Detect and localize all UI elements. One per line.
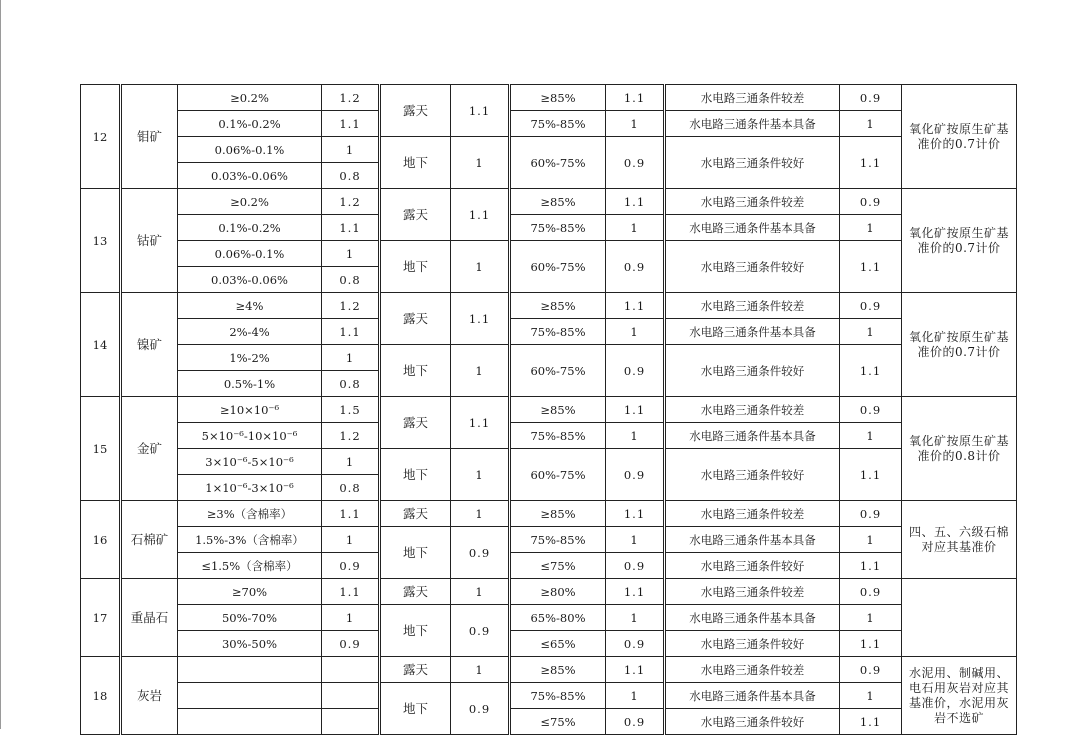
table-row [81, 709, 1017, 735]
mining-coefficient: 0.9 [451, 527, 510, 579]
infrastructure-coefficient: 1 [840, 215, 902, 241]
row-number: 12 [81, 85, 121, 189]
remark-note: 水泥用、制碱用、电石用灰岩对应其基准价，水泥用灰岩不选矿 [902, 657, 1017, 735]
infrastructure-coefficient: 1.1 [840, 241, 902, 293]
grade-coefficient: 1.2 [322, 293, 380, 319]
infrastructure-condition: 水电路三通条件基本具备 [665, 319, 840, 345]
recovery-coefficient: 1 [606, 527, 665, 553]
table-row [81, 215, 1017, 241]
mining-coefficient: 1 [451, 137, 510, 189]
recovery-range: 60%-75% [510, 345, 606, 397]
mineral-name: 钴矿 [121, 189, 178, 293]
recovery-coefficient: 1 [606, 423, 665, 449]
recovery-range: 75%-85% [510, 527, 606, 553]
recovery-coefficient: 0.9 [606, 631, 665, 657]
grade-range: ≤1.5%（含棉率） [178, 553, 322, 579]
mining-method: 露天 [380, 85, 451, 137]
grade-coefficient: 1.1 [322, 579, 380, 605]
grade-coefficient: 0.8 [322, 163, 380, 189]
mining-method: 露天 [380, 579, 451, 605]
recovery-range: 60%-75% [510, 241, 606, 293]
table-row [81, 631, 1017, 657]
table-row [81, 579, 1017, 605]
grade-coefficient: 1.1 [322, 501, 380, 527]
row-number: 14 [81, 293, 121, 397]
grade-coefficient: 1 [322, 241, 380, 267]
table-row [81, 501, 1017, 527]
mining-method: 露天 [380, 293, 451, 345]
recovery-range: 60%-75% [510, 449, 606, 501]
grade-range: ≥10×10⁻⁶ [178, 397, 322, 423]
mining-method: 地下 [380, 527, 451, 579]
grade-range: 0.1%-0.2% [178, 215, 322, 241]
grade-coefficient: 1 [322, 449, 380, 475]
grade-coefficient: 1.1 [322, 215, 380, 241]
grade-coefficient [322, 709, 380, 735]
mineral-name: 灰岩 [121, 657, 178, 735]
recovery-range: 75%-85% [510, 683, 606, 709]
grade-coefficient: 1 [322, 527, 380, 553]
grade-range: 0.06%-0.1% [178, 137, 322, 163]
mining-coefficient: 1.1 [451, 397, 510, 449]
table-row [81, 397, 1017, 423]
mining-method: 露天 [380, 657, 451, 683]
infrastructure-coefficient: 0.9 [840, 657, 902, 683]
recovery-coefficient: 1.1 [606, 85, 665, 111]
grade-range: ≥0.2% [178, 85, 322, 111]
recovery-range: ≥85% [510, 501, 606, 527]
infrastructure-coefficient: 0.9 [840, 189, 902, 215]
table-row [81, 449, 1017, 475]
mineral-coefficient-table [80, 84, 1017, 735]
grade-range: 0.03%-0.06% [178, 163, 322, 189]
recovery-range: ≥80% [510, 579, 606, 605]
mining-coefficient: 1 [451, 579, 510, 605]
mining-coefficient: 1 [451, 501, 510, 527]
row-number: 18 [81, 657, 121, 735]
grade-coefficient: 1 [322, 345, 380, 371]
recovery-coefficient: 1.1 [606, 397, 665, 423]
grade-coefficient [322, 657, 380, 683]
recovery-coefficient: 1 [606, 319, 665, 345]
mining-coefficient: 1 [451, 449, 510, 501]
recovery-range: ≤75% [510, 553, 606, 579]
recovery-range: ≥85% [510, 85, 606, 111]
mining-coefficient: 1.1 [451, 85, 510, 137]
remark-note: 四、五、六级石棉对应其基准价 [902, 501, 1017, 579]
row-number: 13 [81, 189, 121, 293]
infrastructure-condition: 水电路三通条件基本具备 [665, 527, 840, 553]
recovery-coefficient: 1.1 [606, 579, 665, 605]
grade-range: ≥0.2% [178, 189, 322, 215]
infrastructure-condition: 水电路三通条件基本具备 [665, 111, 840, 137]
grade-range: ≥70% [178, 579, 322, 605]
grade-coefficient: 1.1 [322, 111, 380, 137]
infrastructure-coefficient: 1 [840, 319, 902, 345]
mining-method: 露天 [380, 397, 451, 449]
mining-coefficient: 0.9 [451, 605, 510, 657]
grade-range: 1%-2% [178, 345, 322, 371]
remark-note: 氧化矿按原生矿基准价的0.8计价 [902, 397, 1017, 501]
mineral-name: 重晶石 [121, 579, 178, 657]
grade-coefficient: 1.1 [322, 319, 380, 345]
recovery-coefficient: 0.9 [606, 241, 665, 293]
infrastructure-condition: 水电路三通条件较差 [665, 579, 840, 605]
mining-method: 地下 [380, 605, 451, 657]
infrastructure-coefficient: 1.1 [840, 553, 902, 579]
infrastructure-coefficient: 1.1 [840, 345, 902, 397]
recovery-range: ≤75% [510, 709, 606, 735]
recovery-coefficient: 1 [606, 605, 665, 631]
infrastructure-coefficient: 1 [840, 111, 902, 137]
remark-note: 氧化矿按原生矿基准价的0.7计价 [902, 189, 1017, 293]
mining-method: 地下 [380, 137, 451, 189]
grade-coefficient: 1.2 [322, 423, 380, 449]
table-row [81, 189, 1017, 215]
grade-range: 0.5%-1% [178, 371, 322, 397]
infrastructure-coefficient: 0.9 [840, 397, 902, 423]
recovery-coefficient: 1 [606, 215, 665, 241]
infrastructure-coefficient: 1 [840, 605, 902, 631]
mining-method: 露天 [380, 501, 451, 527]
grade-coefficient: 0.8 [322, 475, 380, 501]
grade-range: 0.06%-0.1% [178, 241, 322, 267]
page-edge-line [0, 0, 1, 729]
recovery-coefficient: 1.1 [606, 293, 665, 319]
infrastructure-condition: 水电路三通条件基本具备 [665, 683, 840, 709]
recovery-range: 75%-85% [510, 423, 606, 449]
recovery-range: ≥85% [510, 189, 606, 215]
table-row [81, 241, 1017, 267]
infrastructure-condition: 水电路三通条件较差 [665, 293, 840, 319]
infrastructure-condition: 水电路三通条件基本具备 [665, 215, 840, 241]
grade-coefficient: 1 [322, 605, 380, 631]
mining-method: 露天 [380, 189, 451, 241]
remark-note: 氧化矿按原生矿基准价的0.7计价 [902, 85, 1017, 189]
recovery-range: ≥85% [510, 293, 606, 319]
infrastructure-condition: 水电路三通条件较差 [665, 657, 840, 683]
remark-note [902, 579, 1017, 657]
grade-coefficient: 0.8 [322, 371, 380, 397]
recovery-coefficient: 0.9 [606, 137, 665, 189]
mining-coefficient: 1 [451, 657, 510, 683]
table-row [81, 683, 1017, 709]
grade-range: ≥4% [178, 293, 322, 319]
grade-coefficient: 1 [322, 137, 380, 163]
table-body [81, 85, 1017, 735]
table-row [81, 527, 1017, 553]
grade-range [178, 683, 322, 709]
mineral-name: 镍矿 [121, 293, 178, 397]
mining-coefficient: 0.9 [451, 683, 510, 735]
table-row [81, 111, 1017, 137]
recovery-coefficient: 1 [606, 111, 665, 137]
infrastructure-coefficient: 0.9 [840, 85, 902, 111]
grade-range: 30%-50% [178, 631, 322, 657]
mineral-name: 石棉矿 [121, 501, 178, 579]
grade-coefficient: 0.8 [322, 267, 380, 293]
grade-coefficient: 1.5 [322, 397, 380, 423]
remark-note: 氧化矿按原生矿基准价的0.7计价 [902, 293, 1017, 397]
recovery-range: 75%-85% [510, 215, 606, 241]
mining-coefficient: 1.1 [451, 189, 510, 241]
infrastructure-coefficient: 0.9 [840, 501, 902, 527]
table-row [81, 345, 1017, 371]
recovery-coefficient: 0.9 [606, 449, 665, 501]
grade-coefficient: 1.2 [322, 85, 380, 111]
infrastructure-condition: 水电路三通条件较差 [665, 189, 840, 215]
infrastructure-condition: 水电路三通条件较差 [665, 397, 840, 423]
mining-coefficient: 1.1 [451, 293, 510, 345]
infrastructure-condition: 水电路三通条件较差 [665, 85, 840, 111]
table-row [81, 553, 1017, 579]
infrastructure-condition: 水电路三通条件较好 [665, 241, 840, 293]
grade-coefficient: 0.9 [322, 631, 380, 657]
infrastructure-coefficient: 1.1 [840, 449, 902, 501]
recovery-coefficient: 1 [606, 683, 665, 709]
grade-coefficient [322, 683, 380, 709]
mineral-name: 金矿 [121, 397, 178, 501]
grade-range: 0.1%-0.2% [178, 111, 322, 137]
table-row [81, 605, 1017, 631]
grade-range [178, 709, 322, 735]
mining-method: 地下 [380, 449, 451, 501]
infrastructure-condition: 水电路三通条件较好 [665, 449, 840, 501]
recovery-range: 75%-85% [510, 111, 606, 137]
infrastructure-condition: 水电路三通条件较好 [665, 631, 840, 657]
recovery-coefficient: 1.1 [606, 189, 665, 215]
infrastructure-coefficient: 0.9 [840, 293, 902, 319]
infrastructure-coefficient: 0.9 [840, 579, 902, 605]
infrastructure-condition: 水电路三通条件较好 [665, 345, 840, 397]
recovery-coefficient: 0.9 [606, 709, 665, 735]
recovery-coefficient: 0.9 [606, 553, 665, 579]
infrastructure-condition: 水电路三通条件较好 [665, 553, 840, 579]
grade-coefficient: 0.9 [322, 553, 380, 579]
grade-coefficient: 1.2 [322, 189, 380, 215]
infrastructure-coefficient: 1 [840, 683, 902, 709]
mineral-name: 钼矿 [121, 85, 178, 189]
recovery-range: 75%-85% [510, 319, 606, 345]
recovery-range: ≥85% [510, 397, 606, 423]
infrastructure-coefficient: 1.1 [840, 631, 902, 657]
mining-method: 地下 [380, 683, 451, 735]
table-row [81, 657, 1017, 683]
grade-range: ≥3%（含棉率） [178, 501, 322, 527]
grade-range: 1×10⁻⁶-3×10⁻⁶ [178, 475, 322, 501]
infrastructure-coefficient: 1 [840, 527, 902, 553]
recovery-range: ≥85% [510, 657, 606, 683]
table-row [81, 423, 1017, 449]
infrastructure-condition: 水电路三通条件基本具备 [665, 423, 840, 449]
table-row [81, 319, 1017, 345]
infrastructure-condition: 水电路三通条件较好 [665, 137, 840, 189]
grade-range: 1.5%-3%（含棉率） [178, 527, 322, 553]
grade-range [178, 657, 322, 683]
mining-coefficient: 1 [451, 345, 510, 397]
mining-method: 地下 [380, 241, 451, 293]
infrastructure-coefficient: 1 [840, 423, 902, 449]
infrastructure-condition: 水电路三通条件较好 [665, 709, 840, 735]
table-row [81, 293, 1017, 319]
recovery-coefficient: 0.9 [606, 345, 665, 397]
recovery-coefficient: 1.1 [606, 501, 665, 527]
grade-range: 2%-4% [178, 319, 322, 345]
recovery-range: 60%-75% [510, 137, 606, 189]
row-number: 16 [81, 501, 121, 579]
infrastructure-coefficient: 1.1 [840, 709, 902, 735]
grade-range: 5×10⁻⁶-10×10⁻⁶ [178, 423, 322, 449]
table-row [81, 137, 1017, 163]
grade-range: 3×10⁻⁶-5×10⁻⁶ [178, 449, 322, 475]
mining-coefficient: 1 [451, 241, 510, 293]
grade-range: 50%-70% [178, 605, 322, 631]
recovery-range: ≤65% [510, 631, 606, 657]
mining-method: 地下 [380, 345, 451, 397]
infrastructure-condition: 水电路三通条件基本具备 [665, 605, 840, 631]
infrastructure-condition: 水电路三通条件较差 [665, 501, 840, 527]
table-row [81, 85, 1017, 111]
row-number: 17 [81, 579, 121, 657]
row-number: 15 [81, 397, 121, 501]
grade-range: 0.03%-0.06% [178, 267, 322, 293]
recovery-coefficient: 1.1 [606, 657, 665, 683]
infrastructure-coefficient: 1.1 [840, 137, 902, 189]
recovery-range: 65%-80% [510, 605, 606, 631]
